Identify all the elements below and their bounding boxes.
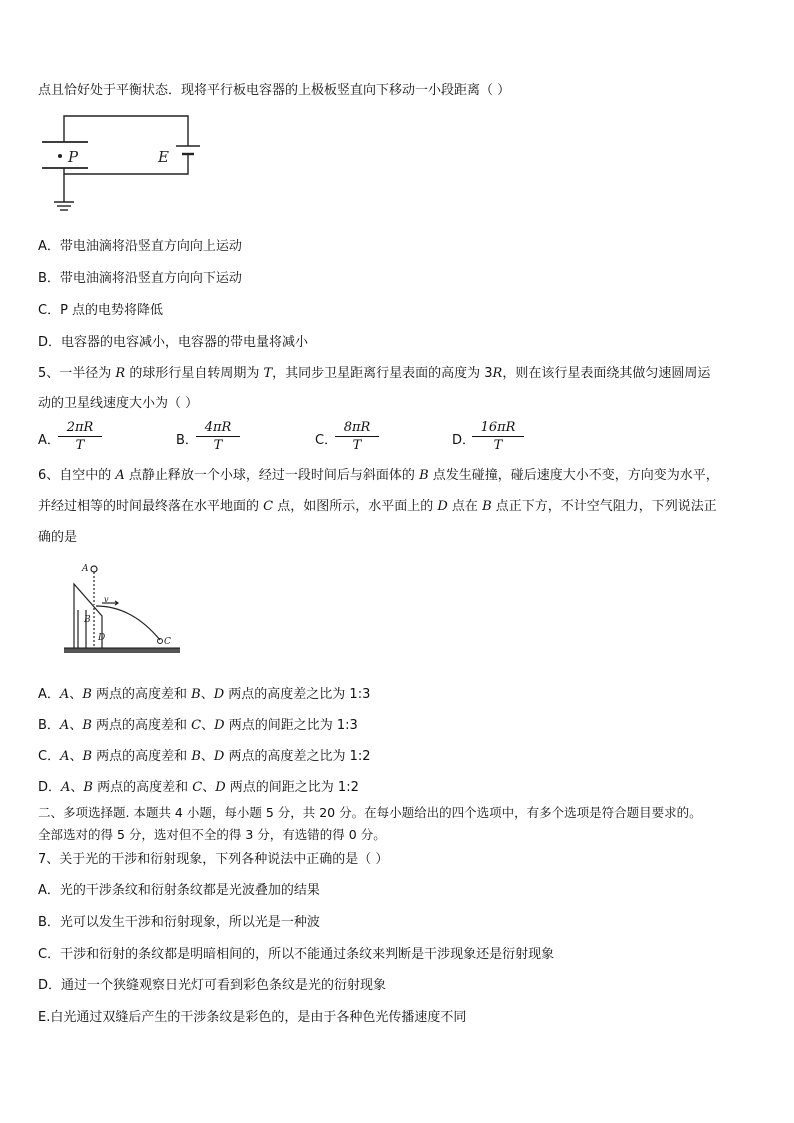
label-p: P xyxy=(68,148,79,166)
q4-option-b: B．带电油滴将沿竖直方向向下运动 xyxy=(38,271,242,286)
q5-stem-line2: 动的卫星线速度大小为（ ） xyxy=(38,396,199,411)
q4-option-a: A．带电油滴将沿竖直方向向上运动 xyxy=(38,239,242,254)
label-v: v xyxy=(104,595,109,604)
label-b: B xyxy=(84,615,91,625)
q4-option-c: C．P 点的电势将降低 xyxy=(38,303,164,318)
q6-option-b: B．A、B 两点的高度差和 C、D 两点的间距之比为 1:3 xyxy=(38,718,358,733)
label-e: E xyxy=(158,148,169,166)
q5-stem-line1: 5、一半径为 R 的球形行星自转周期为 T，其同步卫星距离行星表面的高度为 3R，则在该行星表面绕其做匀速圆周运 xyxy=(38,366,711,381)
q6-stem-line3: 确的是 xyxy=(38,530,78,545)
q5-option-c-fraction: $\frac{8\pi R}{T}$ xyxy=(335,420,379,453)
q6-stem-line1: 6、自空中的 A 点静止释放一个小球，经过一段时间后与斜面体的 B 点发生碰撞，碰后速度大小不变，方向变为水平， xyxy=(38,468,719,483)
q7-stem: 7、关于光的干涉和衍射现象，下列各种说法中正确的是（ ） xyxy=(38,852,389,867)
q7-option-b: B．光可以发生干涉和衍射现象，所以光是一种波 xyxy=(38,915,320,930)
q4-option-d: D．电容器的电容减小，电容器的带电量将减小 xyxy=(38,335,309,350)
q5-option-b-label: B． xyxy=(176,433,198,448)
q6-option-c: C．A、B 两点的高度差和 B、D 两点的高度差之比为 1:2 xyxy=(38,749,371,764)
q7-option-c: C．干涉和衍射的条纹都是明暗相间的，所以不能通过条纹来判断是干涉现象还是衍射现象 xyxy=(38,947,555,962)
q5-option-a-fraction: $\frac{2\pi R}{T}$ xyxy=(58,420,102,453)
q4-stem: 点且恰好处于平衡状态．现将平行板电容器的上极板竖直向下移动一小段距离（ ） xyxy=(38,83,511,98)
capacitor-circuit-figure xyxy=(36,108,206,223)
q6-option-a: A．A、B 两点的高度差和 B、D 两点的高度差之比为 1:3 xyxy=(38,687,371,702)
section2-heading-line1: 二、多项选择题. 本题共 4 小题，每小题 5 分，共 20 分。在每小题给出的四个选项中，有多个选项是符合题目要求的。 xyxy=(38,805,702,820)
q5-option-c-label: C． xyxy=(315,433,338,448)
q5-option-d-fraction: $\frac{16\pi R}{T}$ xyxy=(472,420,524,453)
label-a: A xyxy=(82,564,89,574)
label-d: D xyxy=(98,633,106,643)
oil-drop-dot xyxy=(58,154,62,158)
q5-option-b-fraction: $\frac{4\pi R}{T}$ xyxy=(196,420,240,453)
label-c: C xyxy=(164,637,171,647)
q7-option-a: A．光的干涉条纹和衍射条纹都是光波叠加的结果 xyxy=(38,883,320,898)
q7-option-e: E.白光通过双缝后产生的干涉条纹是彩色的，是由于各种色光传播速度不同 xyxy=(38,1010,467,1025)
q5-option-a-label: A． xyxy=(38,433,60,448)
q6-option-d: D．A、B 两点的高度差和 C、D 两点的间距之比为 1:2 xyxy=(38,780,359,795)
q7-option-d: D．通过一个狭缝观察日光灯可看到彩色条纹是光的衍射现象 xyxy=(38,978,387,993)
projectile-slope-figure xyxy=(62,562,182,662)
section2-heading-line2: 全部选对的得 5 分，选对但不全的得 3 分，有选错的得 0 分。 xyxy=(38,827,386,842)
q5-option-d-label: D． xyxy=(452,433,476,448)
q6-stem-line2: 并经过相等的时间最终落在水平地面的 C 点，如图所示，水平面上的 D 点在 B 点正下方，不计空气阻力，下列说法正 xyxy=(38,499,717,514)
